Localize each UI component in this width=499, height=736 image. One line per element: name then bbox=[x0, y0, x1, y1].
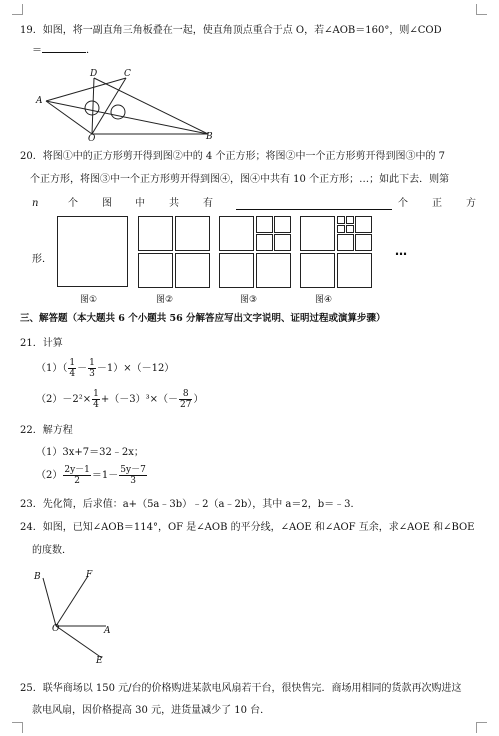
q19-label-o: O bbox=[88, 134, 96, 144]
q20-fig1-square bbox=[57, 216, 128, 287]
q20-caption-4: 图④ bbox=[315, 295, 333, 305]
q20-fig2-square bbox=[175, 216, 210, 251]
q23-text: 23．先化简，后求值：a+（5a﹣3b）﹣2（a﹣2b），其中 a＝2，b＝﹣3． bbox=[20, 499, 361, 510]
q22-p2-f2-num: 5y－7 bbox=[120, 465, 146, 475]
q20-fig2 bbox=[138, 216, 210, 288]
q19-hole-right bbox=[111, 105, 125, 119]
q20-caption-2: 图② bbox=[156, 295, 174, 305]
q20-fig3-square bbox=[256, 234, 273, 251]
q20-fig3-square bbox=[219, 253, 254, 288]
q24-line2: 的度数． bbox=[32, 545, 72, 556]
q21-p2-fraction-2 bbox=[179, 389, 192, 410]
q20-fig3-square bbox=[256, 216, 273, 233]
q21-p2-f2-den: 27 bbox=[180, 400, 192, 410]
q20-fig4-square bbox=[337, 234, 354, 251]
q21-part1 bbox=[36, 358, 174, 379]
q20-fig2-square bbox=[175, 253, 210, 288]
q20-fig4-square bbox=[337, 225, 345, 233]
q22-p2-fraction-2 bbox=[119, 465, 147, 486]
q19-label-d: D bbox=[90, 69, 98, 79]
q24-line1: 24．如图，已知∠AOB＝114°，OF 是∠AOB 的平分线，∠AOE 和∠AOF 互余，求∠AOE 和∠BOE bbox=[20, 522, 475, 533]
q20-line4: 形． bbox=[32, 254, 52, 265]
q24-ray-oe bbox=[56, 626, 102, 658]
q20-fig3-square bbox=[219, 216, 254, 251]
q21-p1-f2-num: 1 bbox=[89, 358, 95, 368]
q24-label-f: F bbox=[86, 570, 93, 580]
q19-label-c: C bbox=[124, 69, 131, 79]
q22-part2 bbox=[36, 465, 148, 486]
q25-line2: 款电风扇，因价格提高 30 元，进货量减少了 10 台． bbox=[32, 705, 271, 716]
q20-fig4-square bbox=[337, 253, 372, 288]
q21-p1-fraction-2 bbox=[88, 358, 96, 379]
q22-p2-fraction-1 bbox=[63, 465, 91, 486]
q21-p1-f1-den: 4 bbox=[69, 369, 76, 379]
q20-caption-3: 图③ bbox=[240, 295, 258, 305]
q20-fig3-square bbox=[274, 216, 291, 233]
corner-mark-top-left bbox=[12, 4, 23, 15]
q20-fig2-square bbox=[138, 253, 173, 288]
q20-fig4-square bbox=[346, 225, 354, 233]
q19-answer-line bbox=[32, 44, 96, 57]
q20-caption-1: 图① bbox=[80, 295, 98, 305]
q20-fig4-square bbox=[346, 216, 354, 224]
q19-text: 19．如图，将一副直角三角板叠在一起，使直角顶点重合于点 O，若∠AOB＝160°，则∠COD bbox=[20, 25, 442, 36]
q19-tail: ＝ bbox=[32, 45, 42, 56]
q24-ray-of bbox=[56, 576, 88, 626]
q21-p1-f2-den: 3 bbox=[89, 369, 95, 379]
corner-mark-top-right bbox=[476, 4, 487, 15]
q20-word-ge1: 个 bbox=[68, 198, 78, 209]
q20-fig4-square bbox=[300, 216, 335, 251]
q22-p2-mid: ＝1－ bbox=[91, 470, 119, 481]
q19-line-od bbox=[92, 78, 94, 134]
q21-p2-f2-num: 8 bbox=[179, 389, 192, 400]
q25-line1: 25．联华商场以 150 元/台的价格购进某款电风扇若干台，很快售完．商场用相同的货款再次购进这 bbox=[20, 683, 462, 694]
q24-ray-ob bbox=[43, 578, 56, 626]
q20-ellipsis: … bbox=[395, 244, 407, 258]
q24-label-a: A bbox=[104, 626, 111, 636]
q20-line2: 个正方形，将图③中一个正方形剪开得到图④，图④中共有 10 个正方形；…；如此下去．则第 bbox=[30, 174, 450, 185]
q22-p2-f1-num: 2y－1 bbox=[64, 465, 90, 475]
q20-word-zhong: 中 bbox=[135, 198, 145, 209]
q20-fig4-square bbox=[300, 253, 335, 288]
q21-p1-fraction-1 bbox=[68, 358, 76, 379]
q19-hole-left bbox=[85, 101, 99, 115]
q24-label-e: E bbox=[96, 656, 103, 666]
q20-fig4 bbox=[300, 216, 372, 288]
q21-p2-end: ） bbox=[193, 394, 204, 405]
q21-p1-end: －1）×（－12） bbox=[96, 363, 175, 374]
section3-heading: 三、解答题（本大题共 6 个小题共 56 分解答应写出文字说明、证明过程或演算步骤） bbox=[20, 313, 386, 324]
q20-word-tu: 图 bbox=[102, 198, 112, 209]
q20-word-ge2: 个 bbox=[398, 198, 408, 209]
q20-word-n: n bbox=[32, 198, 39, 209]
q21-p2-f1-den: 4 bbox=[93, 400, 99, 410]
q22-p2-f1-den: 2 bbox=[74, 476, 81, 486]
q21-p1-f1-num: 1 bbox=[69, 358, 76, 368]
q21-p2-mid: +（－3）³×（－ bbox=[100, 394, 178, 405]
q19-line-ab bbox=[46, 101, 208, 134]
q21-p1-mid: － bbox=[77, 363, 88, 374]
q24-label-b: B bbox=[34, 572, 41, 582]
q19-label-b: B bbox=[206, 132, 213, 142]
q20-word-you: 有 bbox=[203, 198, 213, 209]
q20-fig3-square bbox=[274, 234, 291, 251]
q21-p2-f1-num: 1 bbox=[93, 389, 99, 399]
q20-word-fang: 方 bbox=[466, 198, 476, 209]
corner-mark-bottom-left bbox=[12, 722, 23, 733]
q19-line-db bbox=[94, 78, 208, 134]
q20-fig4-square bbox=[355, 234, 372, 251]
q21-p1-label: （1）（ bbox=[36, 363, 68, 374]
q21-title: 21．计算 bbox=[20, 338, 63, 349]
q21-p2-fraction-1 bbox=[92, 389, 100, 410]
q22-p2-label: （2） bbox=[36, 470, 63, 481]
q21-part2 bbox=[36, 389, 203, 410]
q19-tail-end: ． bbox=[86, 45, 96, 56]
q20-fig2-square bbox=[138, 216, 173, 251]
q20-fig3-square bbox=[256, 253, 291, 288]
q21-p2-label: （2）－2²× bbox=[36, 394, 92, 405]
q22-title: 22．解方程 bbox=[20, 425, 73, 436]
q20-fig4-square bbox=[355, 216, 372, 233]
corner-mark-bottom-right bbox=[476, 722, 487, 733]
q20-fig3 bbox=[219, 216, 291, 288]
q20-line1: 20．将图①中的正方形剪开得到图②中的 4 个正方形；将图②中一个正方形剪开得到图③中的 7 bbox=[20, 151, 445, 162]
q22-part1: （1）3x+7＝32﹣2x； bbox=[36, 447, 144, 458]
q24-figure bbox=[30, 566, 120, 670]
q22-p2-f2-den: 3 bbox=[130, 476, 136, 486]
q19-label-a: A bbox=[36, 96, 43, 106]
q20-fig4-square bbox=[337, 216, 345, 224]
q24-label-o: O bbox=[52, 624, 60, 634]
q19-answer-blank bbox=[42, 52, 86, 53]
q20-word-zheng: 正 bbox=[432, 198, 442, 209]
q20-word-gong: 共 bbox=[169, 198, 179, 209]
q20-answer-blank bbox=[236, 209, 392, 210]
